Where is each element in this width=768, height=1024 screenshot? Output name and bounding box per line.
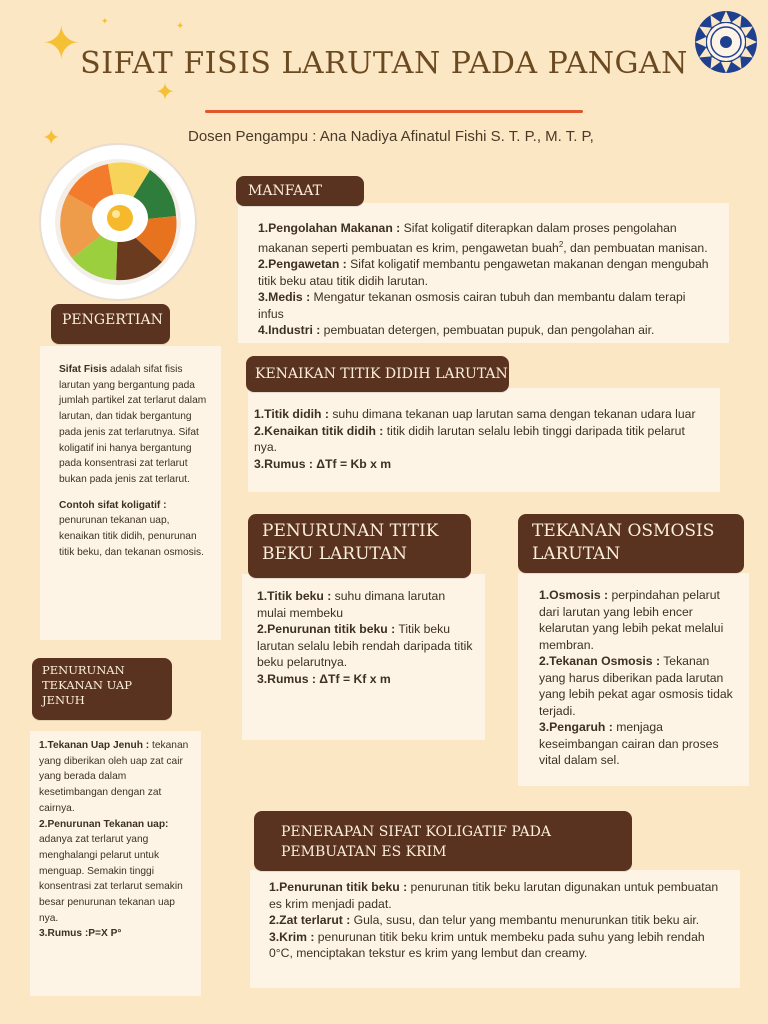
item-label: 2.Zat terlarut : bbox=[269, 913, 351, 927]
item-label: 1.Osmosis : bbox=[539, 588, 609, 602]
item-label: 3.Rumus : ΔTf = Kf x m bbox=[257, 671, 391, 686]
item-label: 1.Titik beku : bbox=[257, 589, 332, 603]
pengertian-definition: Sifat Fisis adalah sifat fisis larutan yang bergantung pada jumlah partikel zat terlarut dalam larutan, dan tidak bergantung pada jenis zat terlarutnya. Sifat koligatif ini hanya bergantung pada konsentrasi zat terlarut bukan pada jenis zat terlarut. bbox=[59, 364, 207, 485]
item-text: pembuatan detergen, pembuatan pupuk, dan pengolahan air. bbox=[320, 323, 655, 338]
item-label: 1.Pengolahan Makanan : bbox=[258, 221, 401, 235]
pengertian-header: PENGERTIAN bbox=[51, 304, 170, 344]
lecturer-line: Dosen Pengampu : Ana Nadiya Afinatul Fishi S. T. P., M. T. P, bbox=[188, 128, 594, 145]
manfaat-card bbox=[238, 203, 729, 343]
item-text: suhu dimana larutan mulai membeku bbox=[257, 589, 446, 620]
list-item bbox=[257, 671, 475, 688]
sparkle-icon: ✦ bbox=[155, 79, 176, 106]
item-text-after: , dan pembuatan manisan. bbox=[563, 240, 708, 255]
beku-card bbox=[242, 574, 485, 740]
list-item bbox=[257, 588, 475, 621]
sparkle-icon: ✦ bbox=[101, 16, 109, 26]
sparkle-icon: ✦ bbox=[42, 17, 81, 69]
item-text: Sifat koligatif membantu pengawetan makanan dengan mengubah titik beku atau titik didih larutan. bbox=[258, 257, 709, 288]
penerapan-card bbox=[250, 870, 740, 988]
item-text: adanya zat terlarut yang menghalangi pelarut untuk menguap. Semakin tinggi konsentrasi zat terlarut semakin besar penurunan tekanan uap nya. bbox=[39, 834, 183, 924]
list-item bbox=[39, 926, 195, 942]
list-item bbox=[254, 456, 708, 473]
pengertian-example-text: penurunan tekanan uap, kenaikan titik didih, penurunan titik beku, dan tekanan osmosis. bbox=[59, 515, 204, 558]
item-label: 1.Tekanan Uap Jenuh : bbox=[39, 740, 150, 751]
item-text: suhu dimana tekanan uap larutan sama dengan tekanan udara luar bbox=[328, 407, 696, 421]
item-text: penurunan titik beku larutan digunakan untuk pembuatan es krim menjadi padat. bbox=[269, 880, 719, 911]
sparkle-icon: ✦ bbox=[176, 21, 185, 32]
item-text: penurunan titik beku krim untuk membeku pada suhu yang lebih rendah 0°C, menciptakan tekstur es krim yang lembut dan creamy. bbox=[269, 929, 705, 960]
bibimbap-bowl-icon bbox=[38, 142, 198, 302]
kenaikan-header: KENAIKAN TITIK DIDIH LARUTAN bbox=[246, 356, 509, 392]
item-text: titik didih larutan selalu lebih tinggi daripada titik pelarut nya. bbox=[254, 423, 685, 454]
item-superscript: 2 bbox=[558, 239, 564, 249]
item-label: 3.Krim : bbox=[269, 929, 315, 944]
list-item bbox=[39, 817, 195, 927]
page-title: SIFAT FISIS LARUTAN PADA PANGAN bbox=[80, 46, 688, 81]
list-item bbox=[258, 256, 711, 289]
item-text: perpindahan pelarut dari larutan yang lebih encer kelarutan yang lebih pekat melalui membran. bbox=[539, 588, 724, 652]
kenaikan-card bbox=[248, 388, 720, 492]
item-text: Mengatur tekanan osmosis cairan tubuh dan membantu dalam terapi infus bbox=[258, 290, 686, 321]
item-text: menjaga keseimbangan cairan dan proses vital dalam sel. bbox=[539, 720, 719, 767]
list-item bbox=[258, 220, 711, 256]
list-item bbox=[539, 587, 739, 653]
osmosis-header: TEKANAN OSMOSIS LARUTAN bbox=[518, 514, 744, 573]
item-label: 2.Pengawetan : bbox=[258, 257, 347, 272]
item-label: 2.Penurunan Tekanan uap: bbox=[39, 818, 169, 830]
list-item bbox=[258, 289, 711, 322]
list-item bbox=[539, 719, 739, 769]
item-label: 3.Pengaruh : bbox=[539, 720, 613, 734]
item-label: 3.Rumus : ΔTf = Kb x m bbox=[254, 456, 392, 471]
item-text: Tekanan yang harus diberikan pada larutan yang lebih pekat agar osmosis tidak terjadi. bbox=[539, 654, 733, 718]
item-label: 2.Kenaikan titik didih : bbox=[254, 423, 384, 438]
item-label: 1.Titik didih : bbox=[254, 407, 329, 421]
item-label: 2.Penurunan titik beku : bbox=[257, 622, 396, 636]
list-item bbox=[254, 406, 708, 423]
list-item bbox=[269, 929, 726, 962]
item-text: tekanan yang diberikan oleh uap zat cair yang berada dalam kesetimbangan dengan zat cairnya. bbox=[39, 740, 189, 814]
item-label: 3.Medis : bbox=[258, 290, 311, 305]
osmosis-card bbox=[518, 573, 749, 786]
item-label: 1.Penurunan titik beku : bbox=[269, 880, 408, 894]
list-item bbox=[258, 322, 711, 339]
uap-card bbox=[30, 731, 201, 996]
list-item bbox=[269, 879, 726, 912]
penerapan-header: PENERAPAN SIFAT KOLIGATIF PADA PEMBUATAN ES KRIM bbox=[254, 811, 632, 871]
pengertian-example-label: Contoh sifat koligatif : bbox=[59, 499, 167, 511]
item-label: 2.Tekanan Osmosis : bbox=[539, 654, 661, 668]
manfaat-header: MANFAAT bbox=[236, 176, 364, 206]
item-text: Gula, susu, dan telur yang membantu menurunkan titik beku air. bbox=[350, 913, 700, 927]
item-text: Sifat koligatif diterapkan dalam proses pengolahan makanan seperti pembuatan es krim, pengawetan buah bbox=[258, 221, 677, 255]
list-item bbox=[269, 912, 726, 929]
title-underline bbox=[205, 110, 583, 113]
list-item bbox=[39, 738, 195, 817]
uap-header: PENURUNAN TEKANAN UAP JENUH bbox=[32, 658, 172, 720]
sparkle-icon: ✦ bbox=[42, 125, 61, 150]
beku-header: PENURUNAN TITIK BEKU LARUTAN bbox=[248, 514, 471, 578]
item-text: Titik beku larutan selalu lebih rendah daripada titik beku pelarutnya. bbox=[257, 622, 473, 669]
list-item bbox=[257, 621, 475, 671]
list-item bbox=[254, 423, 708, 456]
list-item bbox=[539, 653, 739, 719]
item-label: 3.Rumus :P=X P° bbox=[39, 928, 122, 940]
pengertian-card bbox=[40, 346, 221, 640]
item-label: 4.Industri : bbox=[258, 323, 321, 338]
